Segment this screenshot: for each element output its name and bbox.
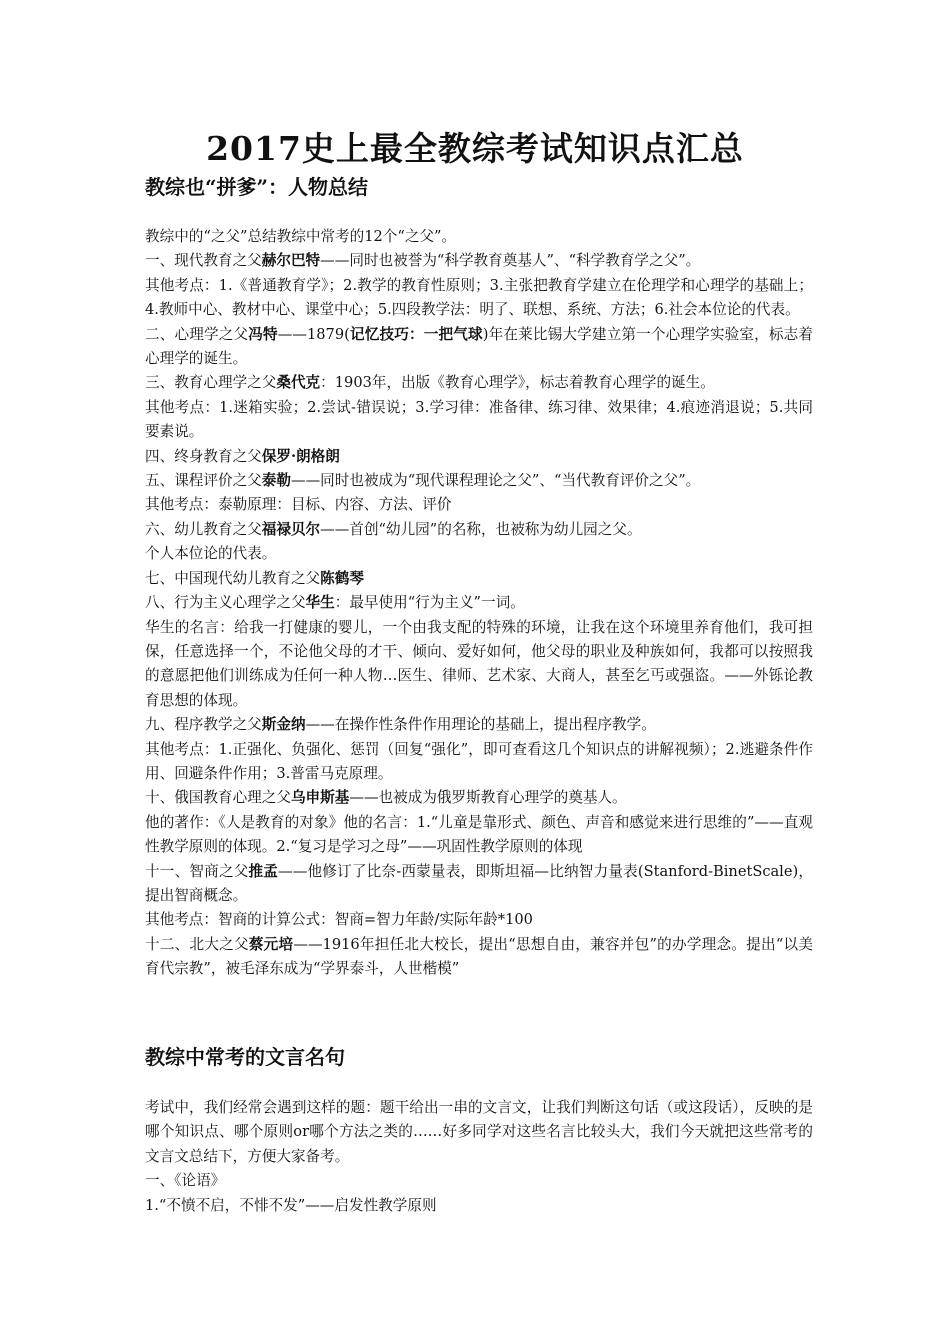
section-intro: 考试中，我们经常会遇到这样的题：题干给出一串的文言文，让我们判断这句话（或这段话），反映的是哪个知识点、哪个原则or哪个方法之类的……好多同学对这些名言比较头大，我们今天就把这些常考的文言文总结下，方便大家备考。 <box>145 1099 813 1165</box>
paragraph: 九、程序教学之父斯金纳——在操作性条件作用理论的基础上，提出程序教学。 <box>145 716 656 734</box>
paragraph: 五、课程评价之父泰勒——同时也被成为“现代课程理论之父”、“当代教育评价之父”。 <box>145 472 701 490</box>
paragraph: 其他考点：1.《普通教育学》；2.教学的教育性原则；3.主张把教育学建立在伦理学和心理学的基础上；4.教师中心、教材中心、课堂中心；5.四段教学法：明了、联想、系统、方法；6.社会本位论的代表。 <box>145 276 813 319</box>
paragraph: 六、幼儿教育之父福禄贝尔——首创“幼儿园”的名称，也被称为幼儿园之父。 <box>145 520 642 538</box>
paragraph: 其他考点：1.迷箱实验；2.尝试-错误说；3.学习律：准备律、练习律、效果律；4.痕迹消退说；5.共同要素说。 <box>145 398 813 441</box>
paragraph: 一、现代教育之父赫尔巴特——同时也被誉为“科学教育奠基人”、“科学教育学之父”。 <box>145 252 701 270</box>
paragraph: 其他考点：泰勒原理：目标、内容、方法、评价 <box>145 496 452 514</box>
paragraph: 十二、北大之父蔡元培——1916年担任北大校长，提出“思想自由，兼容并包”的办学理念。提出“以美育代宗教”，被毛泽东成为“学界泰斗，人世楷模” <box>145 935 813 978</box>
paragraph: 三、教育心理学之父桑代克：1903年，出版《教育心理学》，标志着教育心理学的诞生。 <box>145 374 715 392</box>
section-body-people <box>145 225 813 982</box>
document-title: 2017史上最全教综考试知识点汇总 <box>206 129 744 168</box>
paragraph: 其他考点：1.正强化、负强化、惩罚（回复“强化”，即可查看这几个知识点的讲解视频）；2.逃避条件作用、回避条件作用；3.普雷马克原理。 <box>145 740 813 782</box>
paragraph: 七、中国现代幼儿教育之父陈鹤琴 <box>145 569 364 587</box>
section-intro: 教综中的“之父”总结教综中常考的12个“之父”。 <box>145 228 457 245</box>
paragraph: 个人本位论的代表。 <box>145 545 277 563</box>
paragraph: 二、心理学之父冯特——1879(记忆技巧：一把气球)年在莱比锡大学建立第一个心理学实验室，标志着心理学的诞生。 <box>145 325 813 368</box>
paragraph: 四、终身教育之父保罗·朗格朗 <box>145 447 340 465</box>
paragraph: 他的著作：《人是教育的对象》他的名言：1.“儿童是靠形式、颜色、声音和感觉来进行思维的”——直观性教学原则的体现。2.“复习是学习之母”——巩固性教学原则的体现 <box>145 813 813 856</box>
section-body-quotes <box>145 1096 813 1218</box>
paragraph: 1.“不愤不启，不悱不发”——启发性教学原则 <box>145 1196 437 1214</box>
paragraph: 其他考点：智商的计算公式：智商=智力年龄/实际年龄*100 <box>145 911 533 929</box>
paragraph: 一、《论语》 <box>145 1172 226 1190</box>
section-heading-quotes: 教综中常考的文言名句 <box>145 1045 345 1069</box>
paragraph: 十、俄国教育心理之父乌申斯基——也被成为俄罗斯教育心理学的奠基人。 <box>145 789 627 807</box>
paragraph: 八、行为主义心理学之父华生：最早使用“行为主义”一词。 <box>145 594 525 612</box>
section-heading-people: 教综也“拼爹”：人物总结 <box>145 175 369 199</box>
paragraph: 十一、智商之父推孟——他修订了比奈-西蒙量表，即斯坦福—比纳智力量表(Stanford-BinetScale)，提出智商概念。 <box>145 862 813 904</box>
paragraph: 华生的名言：给我一打健康的婴儿，一个由我支配的特殊的环境，让我在这个环境里养育他们，我可担保，任意选择一个，不论他父母的才干、倾向、爱好如何，他父母的职业及种族如何，我都可以按照我的意愿把他们训练成为任何一种人物…医生、律师、艺术家、大商人，甚至乞丐或强盗。——外铄论教育思想的体现。 <box>145 618 813 709</box>
